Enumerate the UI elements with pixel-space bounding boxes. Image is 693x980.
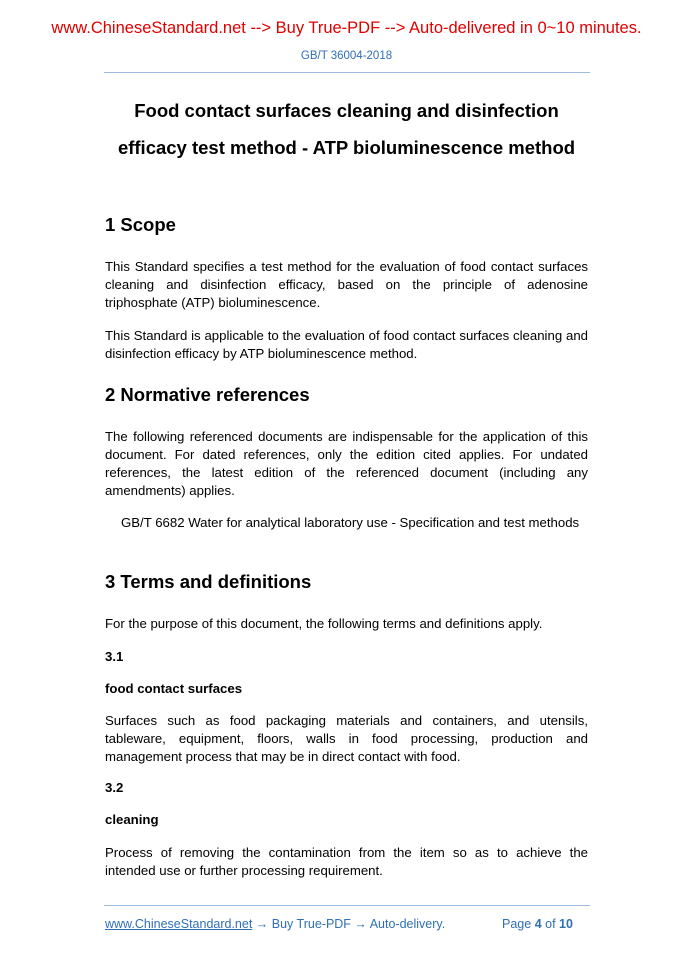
document-title — [80, 92, 613, 166]
page-current: 4 — [534, 917, 542, 931]
standard-code-header: GB/T 36004-2018 — [300, 50, 393, 62]
page-of: of — [545, 917, 556, 931]
term-cleaning: cleaning — [105, 812, 159, 827]
section-heading-terms: 3 Terms and definitions — [105, 571, 312, 592]
normative-paragraph: The following referenced documents are indispensable for the application of this document. For dated references, only the edition cited applies. For undated references, the latest edition of the referenced document (including any amendments) applies. — [105, 429, 588, 498]
footer-promo-trail: → Buy True-PDF → Auto-delivery. — [252, 917, 446, 931]
footer-promo — [105, 917, 445, 931]
footer-divider — [104, 905, 590, 906]
term-food-contact-surfaces: food contact surfaces — [105, 681, 243, 696]
scope-paragraph-2: This Standard is applicable to the evaluation of food contact surfaces cleaning and disinfection efficacy by ATP bioluminescence method. — [105, 328, 588, 361]
page-label: Page — [502, 917, 532, 931]
page-indicator — [502, 917, 573, 931]
term-definition-3-2: Process of removing the contamination from the item so as to achieve the intended use or further processing requirement. — [105, 845, 588, 878]
term-number-3-2: 3.2 — [105, 780, 124, 795]
page-total: 10 — [559, 917, 573, 931]
title-line-1: Food contact surfaces cleaning and disinfection — [134, 100, 559, 121]
normative-reference-item: GB/T 6682 Water for analytical laboratory use - Specification and test methods — [121, 515, 580, 530]
term-number-3-1: 3.1 — [105, 649, 124, 664]
title-line-2: efficacy test method - ATP bioluminescence method — [117, 137, 576, 158]
section-heading-scope: 1 Scope — [105, 214, 176, 235]
header-divider — [104, 72, 590, 73]
footer-site-link[interactable]: www.ChineseStandard.net — [105, 917, 253, 931]
terms-intro: For the purpose of this document, the following terms and definitions apply. — [105, 616, 543, 631]
term-definition-3-1: Surfaces such as food packaging materials and containers, and utensils, tableware, equipment, floors, walls in food processing, production and management process that may be in direct contact with food. — [105, 713, 588, 764]
promo-banner[interactable]: www.ChineseStandard.net --> Buy True-PDF --> Auto-delivered in 0~10 minutes. — [51, 19, 642, 37]
scope-paragraph-1: This Standard specifies a test method for the evaluation of food contact surfaces cleaning and disinfection efficacy, based on the principle of adenosine triphosphate (ATP) bioluminescence. — [105, 259, 588, 310]
section-heading-normative-references: 2 Normative references — [105, 384, 310, 405]
